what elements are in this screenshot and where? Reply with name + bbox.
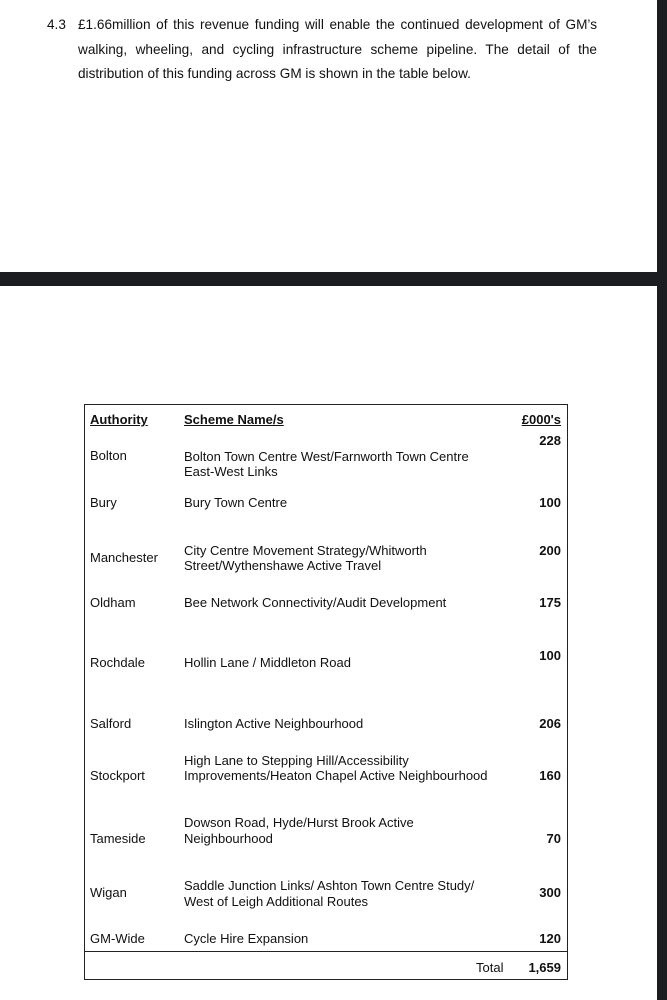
- table-row-value: 160: [539, 768, 561, 783]
- header-scheme: Scheme Name/s: [184, 412, 284, 427]
- table-row-scheme-line: Bolton Town Centre West/Farnworth Town Centre: [184, 449, 469, 464]
- page-border-strip: [657, 0, 667, 1000]
- table-row-value: 175: [539, 595, 561, 610]
- table-row-scheme-line: Street/Wythenshawe Active Travel: [184, 558, 382, 573]
- table-row-scheme-line: Islington Active Neighbourhood: [184, 716, 364, 731]
- page-separator-band: [0, 272, 667, 286]
- table-row-scheme-line: Neighbourhood: [184, 831, 273, 846]
- table-row-value: 100: [539, 495, 561, 510]
- table-row-authority: Salford: [90, 716, 132, 731]
- table-row-scheme-line: West of Leigh Additional Routes: [184, 894, 369, 909]
- table-row-value: 100: [539, 648, 561, 663]
- table-row-scheme-line: East-West Links: [184, 464, 278, 479]
- table-row-scheme-line: Bury Town Centre: [184, 495, 288, 510]
- table-row-value: 120: [539, 931, 561, 946]
- table-row-value: 300: [539, 885, 561, 900]
- table-row-scheme-line: Improvements/Heaton Chapel Active Neighbourhood: [184, 768, 488, 783]
- table-row-authority: Tameside: [90, 831, 146, 846]
- table-row-authority: Oldham: [90, 595, 136, 610]
- table-row-scheme-line: Saddle Junction Links/ Ashton Town Centre Study/: [184, 878, 475, 893]
- table-row-value: 228: [539, 433, 561, 448]
- table-row-scheme-line: Hollin Lane / Middleton Road: [184, 655, 351, 670]
- total-value: 1,659: [528, 960, 561, 975]
- table-row-authority: Wigan: [90, 885, 127, 900]
- header-authority: Authority: [90, 412, 148, 427]
- total-label: Total: [476, 960, 504, 975]
- total-divider: [85, 951, 567, 952]
- table-row-scheme-line: Dowson Road, Hyde/Hurst Brook Active: [184, 815, 414, 830]
- table-row-authority: Bolton: [90, 448, 127, 463]
- table-row-authority: Stockport: [90, 768, 145, 783]
- paragraph-text: £1.66million of this revenue funding will enable the continued development of GM’s walking, wheeling, and cycling infrastructure scheme pipeline. The detail of the distribution of this funding across GM is shown in the table below.: [78, 17, 597, 81]
- table-row-scheme-line: Bee Network Connectivity/Audit Development: [184, 595, 447, 610]
- table-row-scheme-line: High Lane to Stepping Hill/Accessibility: [184, 753, 409, 768]
- table-row-authority: GM-Wide: [90, 931, 145, 946]
- table-row-authority: Bury: [90, 495, 117, 510]
- paragraph-4-3: [47, 13, 597, 87]
- table-row-authority: Manchester: [90, 550, 158, 565]
- table-row-scheme-line: Cycle Hire Expansion: [184, 931, 309, 946]
- table-row-authority: Rochdale: [90, 655, 145, 670]
- funding-table: [84, 404, 568, 980]
- table-row-value: 200: [539, 543, 561, 558]
- paragraph-number: 4.3: [47, 17, 66, 32]
- table-row-value: 70: [546, 831, 561, 846]
- header-value: £000's: [521, 412, 561, 427]
- table-row-value: 206: [539, 716, 561, 731]
- table-row-scheme-line: City Centre Movement Strategy/Whitworth: [184, 543, 427, 558]
